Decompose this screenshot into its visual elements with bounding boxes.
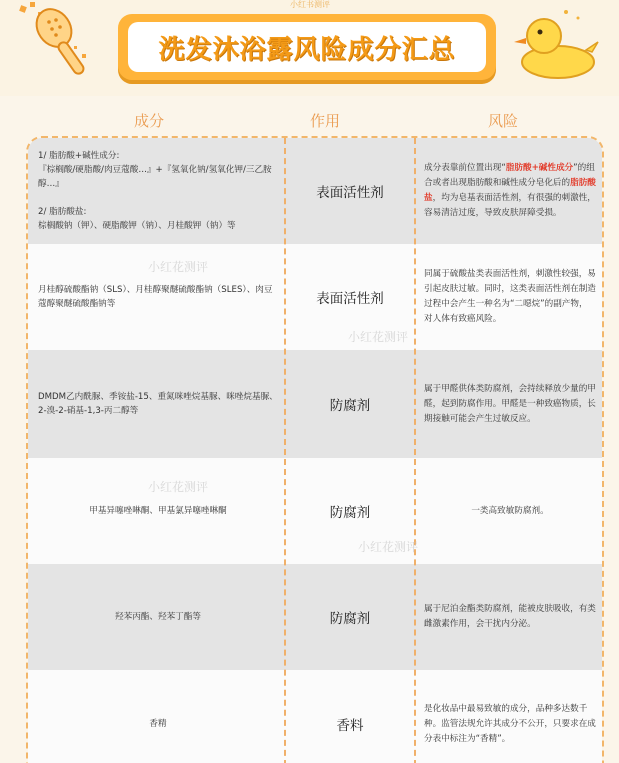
risk-text-part: ”的组合或者出现脂肪酸和碱性成分皂化后的: [424, 163, 595, 188]
watermark: 小红花测评: [148, 260, 209, 274]
column-headers: [30, 108, 596, 134]
risk-text: 属于甲醛供体类防腐剂，会持续释放少量的甲醛，起到防腐作用。甲醛是一种致癌物质，长期接触可能会产生过敏反应。: [424, 383, 596, 424]
ingredient-cell: [38, 670, 278, 763]
risk-cell: [424, 244, 596, 350]
table-row: [28, 244, 602, 350]
risk-cell: [424, 350, 596, 458]
risk-cell: [424, 138, 596, 244]
column-divider: [284, 138, 286, 763]
ingredient-text: 甲基异噻唑啉酮、甲基氯异噻唑啉酮: [89, 506, 227, 516]
risk-text: 同属于硫酸盐类表面活性剂，刺激性较强，易引起皮肤过敏。同时，这类表面活性剂在制造过程中会产生一种名为“二噁烷”的副产物，对人体有致癌风险。: [424, 269, 596, 324]
ingredient-text: 香精: [149, 719, 167, 729]
risk-text-part: ，均为皂基表面活性剂，有很强的刺激性，容易清洁过度，导致皮肤屏障受损。: [424, 193, 596, 218]
risk-text: 是化妆品中最易致敏的成分，品种多达数千种。监管法规允许其成分不公开，只要求在成分表中标注为“香精”。: [424, 703, 596, 744]
ingredient-cell: [38, 564, 278, 670]
function-cell: [286, 244, 414, 350]
hairbrush-icon: [14, 2, 102, 78]
watermark: 小红花测评: [348, 330, 409, 344]
function-cell: [286, 350, 414, 458]
table-row: [28, 138, 602, 244]
risk-highlight: 脂肪酸盐: [424, 178, 596, 203]
function-cell: [286, 458, 414, 564]
risk-cell: [424, 458, 596, 564]
function-text: 香料: [336, 718, 364, 734]
function-cell: [286, 138, 414, 244]
title-banner-inner: [128, 22, 486, 72]
column-header-function: 作用: [309, 112, 340, 130]
risk-highlight: 脂肪酸+碱性成分: [505, 163, 574, 173]
ingredient-text: DMDM乙内酰脲、季铵盐-15、重氮咪唑烷基脲、咪唑烷基脲、2-溴-2-硝基-1,3-丙二醇等: [38, 392, 278, 416]
table-row: [28, 350, 602, 458]
title-banner: [118, 14, 496, 80]
ingredient-table: [26, 136, 604, 763]
column-divider: [414, 138, 416, 763]
function-text: 表面活性剂: [316, 291, 384, 307]
risk-cell: [424, 564, 596, 670]
rubber-duck-icon: [508, 4, 600, 82]
function-text: 防腐剂: [329, 398, 371, 414]
risk-cell: [424, 670, 596, 763]
table-row: [28, 458, 602, 564]
function-text: 防腐剂: [329, 505, 371, 521]
column-header-risk: 风险: [487, 112, 518, 130]
brand-logo: 小红书测评: [290, 0, 330, 9]
risk-text: 属于尼泊金酯类防腐剂，能被皮肤吸收，有类雌激素作用，会干扰内分泌。: [424, 604, 596, 629]
ingredient-cell: [38, 138, 278, 244]
watermark: 小红花测评: [358, 540, 419, 554]
risk-text: [424, 161, 596, 221]
ingredient-text: 月桂醇硫酸酯钠（SLS）、月桂醇聚醚硫酸酯钠（SLES）、肉豆蔻醇聚醚硫酸酯钠等: [38, 285, 273, 309]
function-cell: [286, 564, 414, 670]
ingredient-cell: [38, 350, 278, 458]
table-row: [28, 670, 602, 763]
ingredient-text: 1/ 脂肪酸+碱性成分: 『棕榈酸/硬脂酸/肉豆蔻酸…』+『氢氧化钠/氢氧化钾/三乙胺醇…』 2/ 脂肪酸盐: 棕榈酸钠（钾）、硬脂酸钾（钠）、月桂酸钾（钠）等: [38, 151, 272, 231]
watermark: 小红花测评: [148, 480, 209, 494]
ingredient-cell: [38, 458, 278, 564]
page-title: 洗发沐浴露风险成分汇总: [158, 34, 456, 65]
function-cell: [286, 670, 414, 763]
risk-text-part: 成分表靠前位置出现“: [424, 163, 506, 173]
column-header-ingredient: 成分: [133, 112, 164, 130]
function-text: 表面活性剂: [316, 185, 384, 201]
ingredient-text: 羟苯丙酯、羟苯丁酯等: [115, 612, 201, 622]
ingredient-cell: [38, 244, 278, 350]
table-row: [28, 564, 602, 670]
risk-text: 一类高致敏防腐剂。: [471, 505, 549, 516]
function-text: 防腐剂: [329, 611, 371, 627]
